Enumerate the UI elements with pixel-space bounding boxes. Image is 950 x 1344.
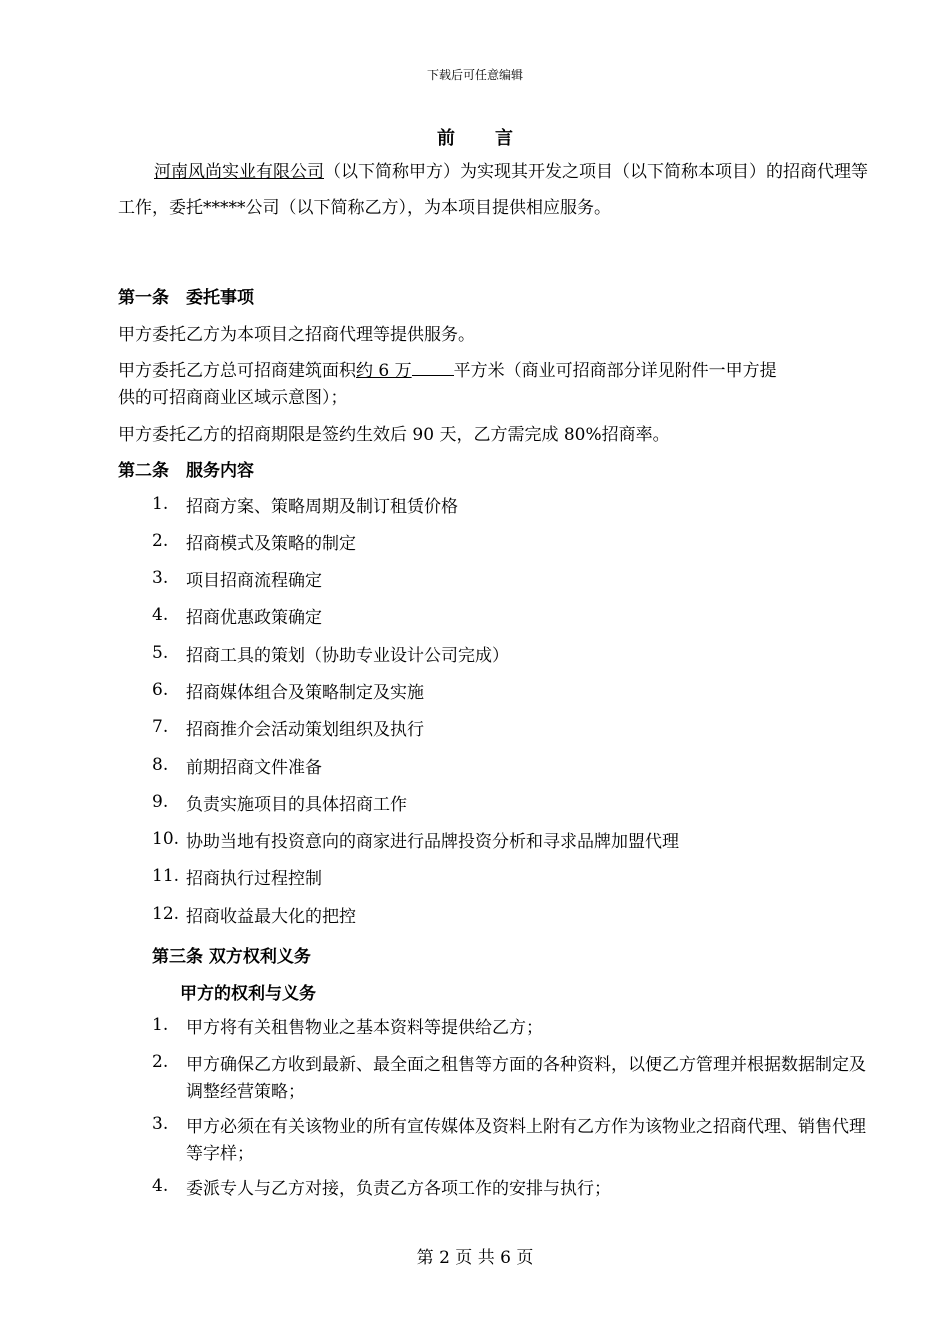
article1-line2-post: 平方米（商业可招商部分详见附件一甲方提 (453, 361, 777, 381)
company-name: 河南风尚实业有限公司 (154, 162, 324, 182)
item-number: 9. (152, 792, 169, 812)
item-number: 1. (152, 1015, 169, 1035)
item-number: 2. (152, 531, 169, 551)
item-number: 5. (152, 643, 169, 663)
item-text: 负责实施项目的具体招商工作 (186, 795, 407, 815)
item-text: 招商收益最大化的把控 (186, 907, 356, 927)
item-text: 甲方将有关租售物业之基本资料等提供给乙方； (186, 1018, 543, 1038)
item-number: 12. (152, 904, 180, 924)
service-item (152, 717, 876, 744)
article1-line3: 甲方委托乙方的招商期限是签约生效后 90 天，乙方需完成 80%招商率。 (118, 425, 670, 445)
item-text: 招商优惠政策确定 (186, 608, 322, 628)
title-right: 言 (495, 128, 513, 149)
article1-line1: 甲方委托乙方为本项目之招商代理等提供服务。 (118, 325, 475, 345)
page-header: 下载后可任意编辑 (426, 68, 523, 82)
item-text: 项目招商流程确定 (186, 571, 322, 591)
service-item (152, 829, 876, 856)
item-number: 8. (152, 755, 169, 775)
article3-heading: 第三条 双方权利义务 (152, 947, 311, 967)
article1-line2-cont: 供的可招商商业区域示意图）； (118, 388, 348, 408)
item-text: 甲方确保乙方收到最新、最全面之租售等方面的各种资料，以便乙方管理并根据数据制定及调整经营策略； (186, 1055, 866, 1102)
article1-line2 (118, 356, 777, 381)
article3-subheading: 甲方的权利与义务 (180, 984, 316, 1004)
item-text: 协助当地有投资意向的商家进行品牌投资分析和寻求品牌加盟代理 (186, 832, 679, 852)
item-number: 10. (152, 829, 180, 849)
service-item (152, 680, 876, 707)
item-number: 4. (152, 605, 169, 625)
article1-line2-pre: 甲方委托乙方总可招商建筑面积 (118, 361, 356, 381)
page-footer: 第 2 页 共 6 页 (416, 1248, 534, 1268)
obligation-item (152, 1114, 876, 1168)
item-number: 3. (152, 568, 169, 588)
item-number: 2. (152, 1052, 169, 1072)
service-item (152, 568, 876, 595)
obligation-item (152, 1052, 876, 1106)
preface-paragraph (118, 154, 868, 226)
item-number: 11. (152, 866, 180, 886)
item-number: 4. (152, 1176, 169, 1196)
service-item (152, 643, 876, 670)
page-title (0, 124, 950, 150)
article2-heading: 第二条 服务内容 (118, 461, 254, 481)
item-text: 招商方案、策略周期及制订租赁价格 (186, 497, 458, 517)
area-value: 约 6 万 (356, 361, 412, 381)
item-number: 3. (152, 1114, 169, 1134)
item-number: 1. (152, 494, 169, 514)
service-item (152, 531, 876, 558)
article1-heading: 第一条 委托事项 (118, 288, 254, 308)
item-number: 7. (152, 717, 169, 737)
item-text: 招商执行过程控制 (186, 869, 322, 889)
obligation-item (152, 1176, 876, 1203)
item-text: 前期招商文件准备 (186, 758, 322, 778)
service-item (152, 866, 876, 893)
item-text: 招商模式及策略的制定 (186, 534, 356, 554)
item-text: 甲方必须在有关该物业的所有宣传媒体及资料上附有乙方作为该物业之招商代理、销售代理等字样； (186, 1117, 866, 1164)
obligation-item (152, 1015, 876, 1042)
service-item (152, 904, 876, 931)
item-text: 招商工具的策划（协助专业设计公司完成） (186, 646, 509, 666)
title-left: 前 (437, 128, 455, 149)
item-text: 招商推介会活动策划组织及执行 (186, 720, 424, 740)
preface-text: （以下简称甲方）为实现其开发之项目（以下简称本项目）的招商代理等工作，委托*****公司（以下简称乙方），为本项目提供相应服务。 (118, 162, 868, 218)
item-text: 委派专人与乙方对接，负责乙方各项工作的安排与执行； (186, 1179, 611, 1199)
area-blank (412, 359, 454, 376)
service-item (152, 755, 876, 782)
service-item (152, 494, 876, 521)
item-text: 招商媒体组合及策略制定及实施 (186, 683, 424, 703)
item-number: 6. (152, 680, 169, 700)
service-item (152, 792, 876, 819)
service-item (152, 605, 876, 632)
